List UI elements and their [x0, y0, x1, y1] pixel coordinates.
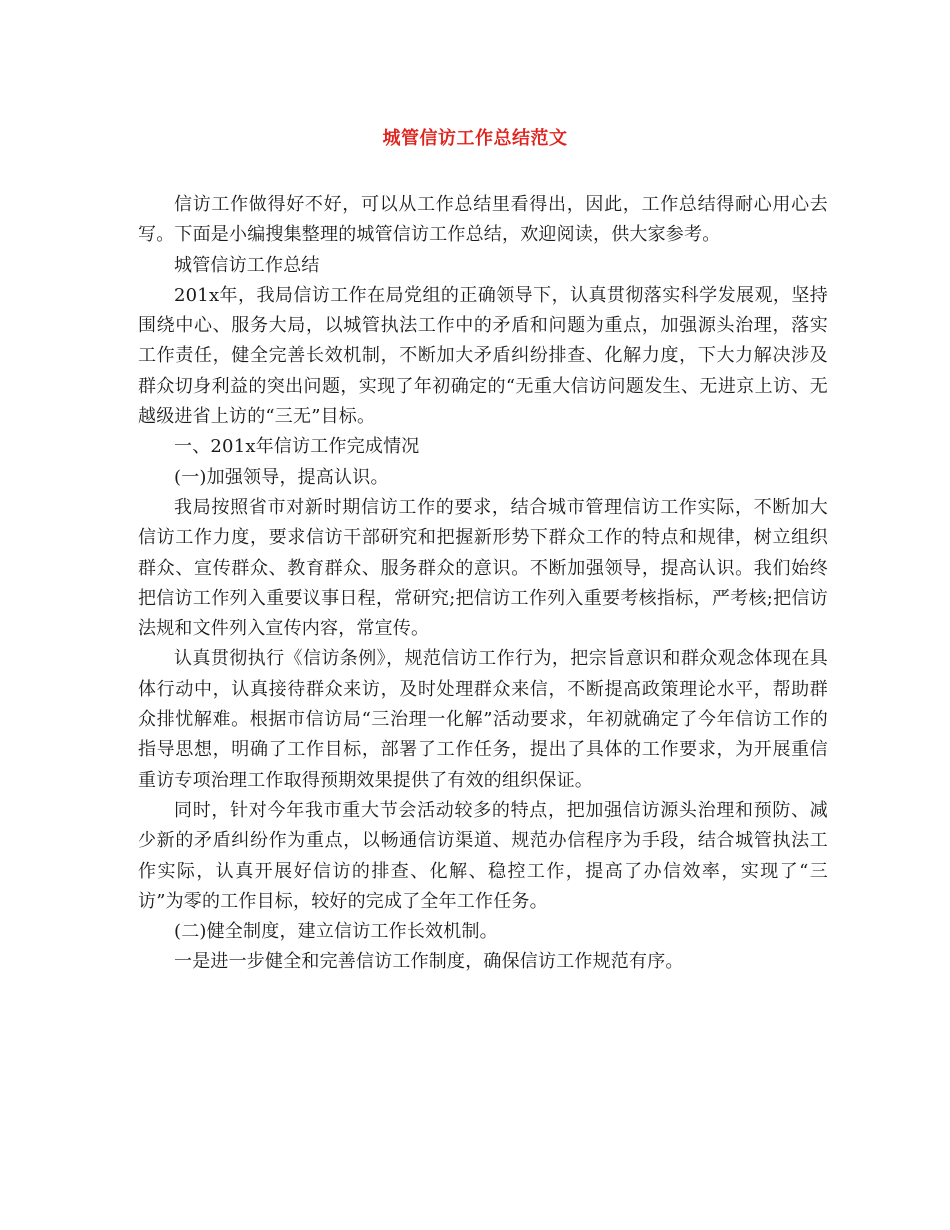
paragraph-first-point: 一是进一步健全和完善信访工作制度，确保信访工作规范有序。 [174, 951, 684, 973]
paragraph-meanwhile: 同时，针对今年我市重大节会活动较多的特点，把加强信访源头治理和预防、减少新的矛盾纠纷作为重点，以畅通信访渠道、规范办信程序为手段，结合城管执法工作实际，认真开展好信访的排查、化解、稳控工作，提高了办信效率，实现了“三访”为零的工作目标，较好的完成了全年工作任务。 [138, 799, 828, 912]
paragraph-intro: 信访工作做得好不好，可以从工作总结里看得出，因此，工作总结得耐心用心去写。下面是小编搜集整理的城管信访工作总结，欢迎阅读，供大家参考。 [138, 194, 828, 246]
document-body [138, 190, 828, 978]
subsection-heading-2: (二)健全制度，建立信访工作长效机制。 [174, 921, 498, 943]
section-heading-1: 一、201x年信访工作完成情况 [174, 436, 420, 458]
paragraph-overview: 201x年，我局信访工作在局党组的正确领导下，认真贯彻落实科学发展观，坚持围绕中心、服务大局，以城管执法工作中的矛盾和问题为重点，加强源头治理，落实工作责任，健全完善长效机制，不断加大矛盾纠纷排查、化解力度，下大力解决涉及群众切身利益的突出问题，实现了年初确定的“无重大信访问题发生、无进京上访、无越级进省上访的“三无”目标。 [138, 284, 828, 428]
subsection-heading-1: (一)加强领导，提高认识。 [174, 466, 389, 488]
paragraph-regulations: 认真贯彻执行《信访条例》，规范信访工作行为，把宗旨意识和群众观念体现在具体行动中，认真接待群众来访，及时处理群众来信，不断提高政策理论水平，帮助群众排忧解难。根据市信访局“三治理一化解”活动要求，年初就确定了今年信访工作的指导思想，明确了工作目标，部署了工作任务，提出了具体的工作要求，为开展重信重访专项治理工作取得预期效果提供了有效的组织保证。 [138, 648, 828, 791]
paragraph-leadership: 我局按照省市对新时期信访工作的要求，结合城市管理信访工作实际，不断加大信访工作力度，要求信访干部研究和把握新形势下群众工作的特点和规律，树立组织群众、宣传群众、教育群众、服务群众的意识。不断加强领导，提高认识。我们始终把信访工作列入重要议事日程，常研究;把信访工作列入重要考核指标，严考核;把信访法规和文件列入宣传内容，常宣传。 [138, 496, 828, 640]
paragraph-subtitle: 城管信访工作总结 [174, 254, 320, 276]
document-title: 城管信访工作总结范文 [382, 128, 568, 149]
